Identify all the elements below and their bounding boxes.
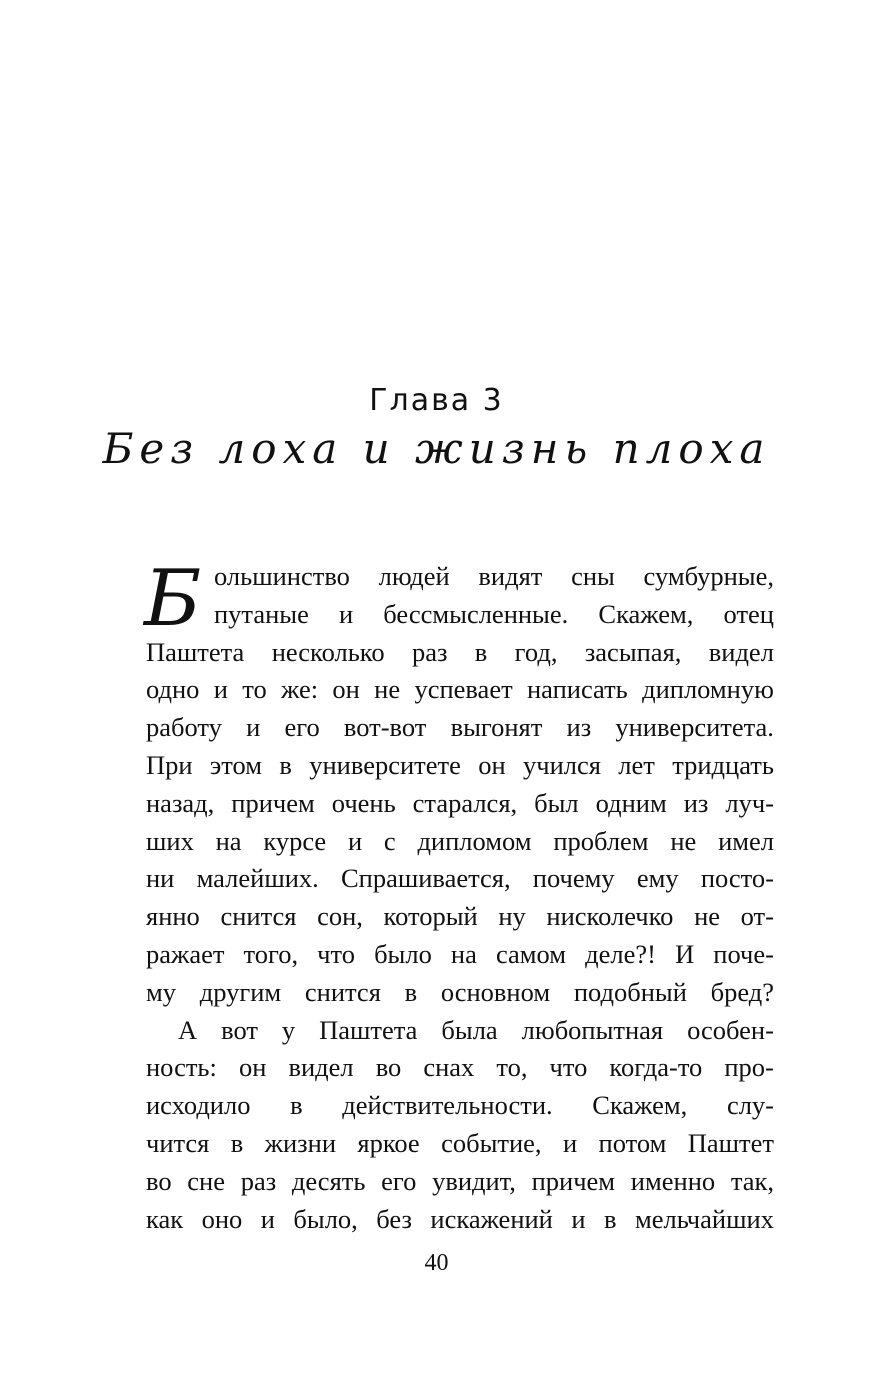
word: подобный xyxy=(573,976,687,1007)
word: вот xyxy=(221,1014,258,1045)
word: же: xyxy=(281,674,319,705)
body-text xyxy=(144,554,774,1238)
drop-cap: Б xyxy=(144,554,202,644)
word: лет xyxy=(618,749,655,780)
text-line xyxy=(146,785,774,823)
word: очень xyxy=(331,787,396,818)
chapter-title: Без лоха и жизнь плоха xyxy=(102,424,771,473)
word: дипломную xyxy=(642,674,774,705)
text-line xyxy=(146,634,774,672)
word: самом xyxy=(495,938,567,969)
word: университете xyxy=(309,749,461,780)
word: видят xyxy=(478,561,543,591)
word: работу xyxy=(146,712,222,743)
word: Паштета xyxy=(146,636,245,667)
word: в xyxy=(474,636,488,667)
word: действительности. xyxy=(342,1090,553,1121)
word: Спрашивается, xyxy=(340,863,511,894)
word: Скажем, xyxy=(598,598,694,629)
word: отец xyxy=(723,598,774,629)
word: проблем xyxy=(553,825,649,856)
word: малейших. xyxy=(196,863,319,894)
word: и xyxy=(562,1127,578,1158)
word: и xyxy=(347,825,363,856)
word: и xyxy=(571,1203,586,1234)
word: яркое xyxy=(357,1127,420,1158)
word: посто- xyxy=(700,863,774,894)
word: засыпая, xyxy=(584,636,682,667)
text-line xyxy=(146,709,774,747)
word: янно xyxy=(146,901,200,932)
word: ражает xyxy=(146,938,225,969)
word: так, xyxy=(730,1165,774,1196)
text-line xyxy=(146,898,774,936)
word: дипломом xyxy=(417,825,532,856)
word: увидит, xyxy=(432,1165,516,1196)
word: основном xyxy=(440,976,551,1007)
word: во xyxy=(146,1165,172,1196)
word: ольшинство xyxy=(214,561,350,591)
text-line xyxy=(146,1049,774,1087)
word: сумбурные, xyxy=(643,561,774,591)
text-line xyxy=(146,558,774,596)
text-line xyxy=(146,1125,774,1163)
chapter-label: Глава 3 xyxy=(369,383,504,418)
word: на xyxy=(450,938,477,969)
word: путаные xyxy=(214,598,309,629)
word: сне xyxy=(187,1165,226,1196)
word: сон, xyxy=(317,901,363,932)
word: университета. xyxy=(615,712,774,743)
word: снится xyxy=(304,976,381,1007)
word: снится xyxy=(220,901,297,932)
word: назад, xyxy=(146,787,215,818)
word: исходило xyxy=(146,1090,251,1121)
word: бессмысленные. xyxy=(383,598,569,629)
word: десять xyxy=(291,1165,366,1196)
word: сны xyxy=(571,561,615,591)
word: Паштета xyxy=(319,1014,418,1045)
word: людей xyxy=(378,561,450,591)
word: ших xyxy=(146,825,194,856)
word: который xyxy=(383,901,478,932)
word: он xyxy=(332,674,360,705)
word: почему xyxy=(532,863,615,894)
word: без xyxy=(376,1203,412,1234)
word: его xyxy=(381,1165,417,1196)
word: в xyxy=(230,1127,244,1158)
text-line xyxy=(146,671,774,709)
word: не xyxy=(670,825,697,856)
word: и xyxy=(246,712,261,743)
word: не xyxy=(694,901,721,932)
word: оно xyxy=(201,1203,243,1234)
page-number: 40 xyxy=(424,1250,449,1276)
word: он xyxy=(478,749,506,780)
word: учился xyxy=(523,749,601,780)
word: И xyxy=(675,938,695,969)
word: от- xyxy=(740,901,774,932)
word: поче- xyxy=(713,938,774,969)
word: выгонят xyxy=(450,712,543,743)
word: ну xyxy=(498,901,526,932)
word: Скажем, xyxy=(592,1090,688,1121)
word: одно xyxy=(146,674,200,705)
word: любопытная xyxy=(521,1014,664,1045)
text-line xyxy=(146,823,774,861)
word: и xyxy=(260,1203,275,1234)
word: на xyxy=(215,825,242,856)
word: слу- xyxy=(726,1090,774,1121)
word: был xyxy=(534,787,579,818)
word: у xyxy=(281,1014,296,1045)
text-line xyxy=(146,974,774,1012)
word: курсе xyxy=(263,825,327,856)
word: год, xyxy=(514,636,558,667)
word: про- xyxy=(724,1052,774,1083)
text-line xyxy=(146,747,774,785)
word: жизни xyxy=(264,1127,336,1158)
word: мельчайших xyxy=(634,1203,774,1234)
word: потом xyxy=(598,1127,667,1158)
word: то, xyxy=(496,1052,528,1083)
word: чится xyxy=(146,1127,210,1158)
text-line xyxy=(146,1163,774,1201)
word: особен- xyxy=(687,1014,774,1045)
word: ему xyxy=(636,863,679,894)
word: что xyxy=(549,1052,588,1083)
word: успевает xyxy=(414,674,513,705)
word: то xyxy=(242,674,267,705)
word: причем xyxy=(531,1165,616,1196)
word: А xyxy=(178,1014,198,1045)
word: в xyxy=(604,1203,617,1234)
word: вот-вот xyxy=(343,712,427,743)
word: в xyxy=(279,749,292,780)
word: раз xyxy=(240,1165,277,1196)
word: снах xyxy=(423,1052,475,1083)
word: в xyxy=(404,976,418,1007)
word: как xyxy=(146,1203,184,1234)
word: несколько xyxy=(271,636,385,667)
word: бред? xyxy=(710,976,774,1007)
word: ни xyxy=(146,863,175,894)
word: старался, xyxy=(412,787,518,818)
word: именно xyxy=(630,1165,716,1196)
word: и xyxy=(338,598,354,629)
word: в xyxy=(290,1090,303,1121)
word: причем xyxy=(231,787,315,818)
word: другим xyxy=(199,976,282,1007)
word: му xyxy=(146,976,177,1007)
word: нисколечко xyxy=(546,901,674,932)
word: раз xyxy=(411,636,448,667)
text-line xyxy=(146,1087,774,1125)
word: было xyxy=(374,938,432,969)
text-line xyxy=(146,1012,774,1050)
word: этом xyxy=(209,749,263,780)
word: и xyxy=(213,674,228,705)
word: того, xyxy=(243,938,299,969)
word: он xyxy=(238,1052,267,1083)
word: во xyxy=(375,1052,402,1083)
word: было, xyxy=(293,1203,358,1234)
word: была xyxy=(441,1014,498,1045)
word: видел xyxy=(288,1052,354,1083)
text-line xyxy=(146,1201,774,1239)
word: деле?! xyxy=(585,938,656,969)
word: написать xyxy=(526,674,628,705)
word: При xyxy=(146,749,193,780)
word: одним xyxy=(595,787,667,818)
word: из xyxy=(683,787,709,818)
text-line xyxy=(146,936,774,974)
word: ность: xyxy=(146,1052,217,1083)
word: с xyxy=(383,825,396,856)
text-line xyxy=(146,596,774,634)
word: когда-то xyxy=(609,1052,703,1083)
text-line xyxy=(146,860,774,898)
word: Паштет xyxy=(687,1127,774,1158)
word: его xyxy=(284,712,320,743)
word: событие, xyxy=(441,1127,542,1158)
word: не xyxy=(374,674,401,705)
word: искажений xyxy=(430,1203,553,1234)
word: из xyxy=(566,712,592,743)
word: видел xyxy=(708,636,774,667)
word: имел xyxy=(718,825,774,856)
word: луч- xyxy=(725,787,774,818)
word: тридцать xyxy=(672,749,774,780)
word: что xyxy=(317,938,355,969)
